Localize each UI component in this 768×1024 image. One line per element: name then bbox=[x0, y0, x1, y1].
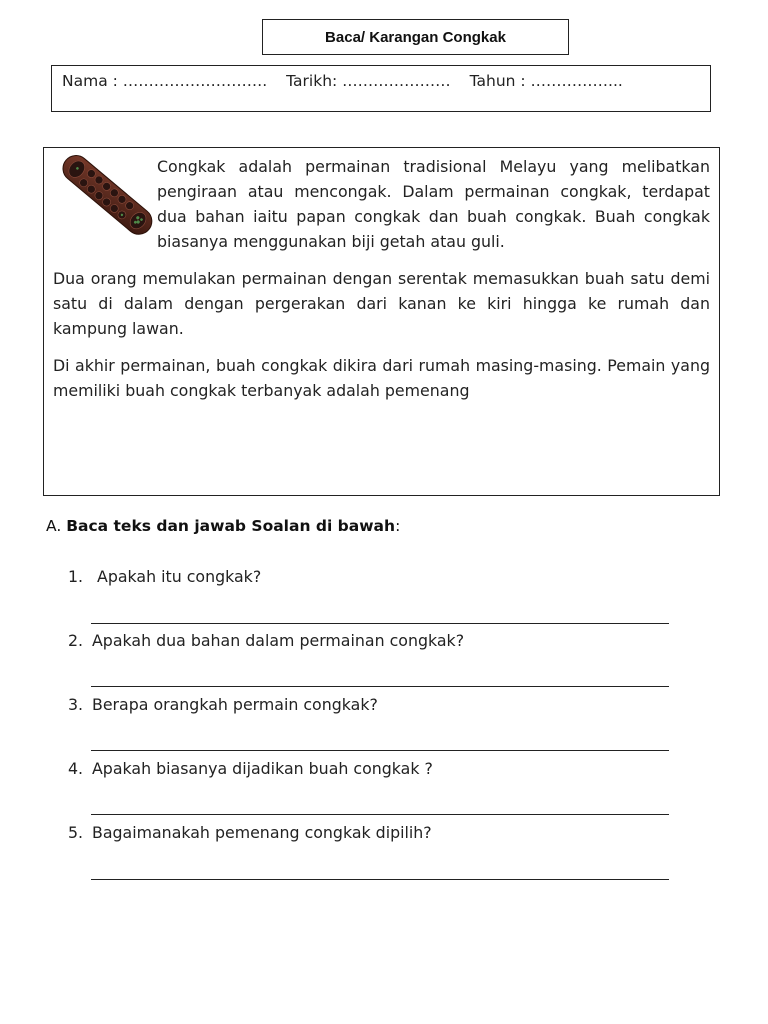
student-info-box bbox=[51, 65, 711, 112]
section-a-heading: A. Baca teks dan jawab Soalan di bawah: bbox=[46, 517, 401, 535]
passage-paragraph-3: Di akhir permainan, buah congkak dikira dari rumah masing-masing. Pemain yang memiliki buah congkak terbanyak adalah pemenang bbox=[53, 356, 710, 400]
question-5: 5. Bagaimanakah pemenang congkak dipilih? bbox=[68, 823, 432, 842]
passage-paragraph-2: Dua orang memulakan permainan dengan serentak memasukkan buah satu demi satu di dalam dengan pergerakan dari kanan ke kiri hingga ke rumah dan kampung lawan. bbox=[53, 269, 710, 338]
question-1: 1. Apakah itu congkak? bbox=[68, 567, 262, 586]
question-3: 3. Berapa orangkah permain congkak? bbox=[68, 695, 378, 714]
date-field[interactable]: Tarikh: ………………… bbox=[286, 72, 451, 90]
question-4: 4. Apakah biasanya dijadikan buah congkak ? bbox=[68, 759, 433, 778]
reading-passage bbox=[43, 147, 720, 496]
passage-paragraph-1: Congkak adalah permainan tradisional Melayu yang melibatkan pengiraan atau mencongak. Dalam permainan congkak, terdapat dua bahan iaitu papan congkak dan buah congkak. Buah congkak biasanya menggunakan biji getah atau guli. bbox=[53, 154, 710, 254]
worksheet-title: Baca/ Karangan Congkak bbox=[262, 19, 569, 55]
answer-line-3[interactable] bbox=[91, 750, 669, 751]
question-2: 2. Apakah dua bahan dalam permainan congkak? bbox=[68, 631, 465, 650]
answer-line-1[interactable] bbox=[91, 623, 669, 624]
congkak-board-icon bbox=[59, 154, 153, 236]
year-field[interactable]: Tahun : ……………... bbox=[469, 72, 623, 90]
name-field[interactable]: Nama : ………………………. bbox=[62, 72, 268, 90]
answer-line-5[interactable] bbox=[91, 879, 669, 880]
answer-line-4[interactable] bbox=[91, 814, 669, 815]
answer-line-2[interactable] bbox=[91, 686, 669, 687]
